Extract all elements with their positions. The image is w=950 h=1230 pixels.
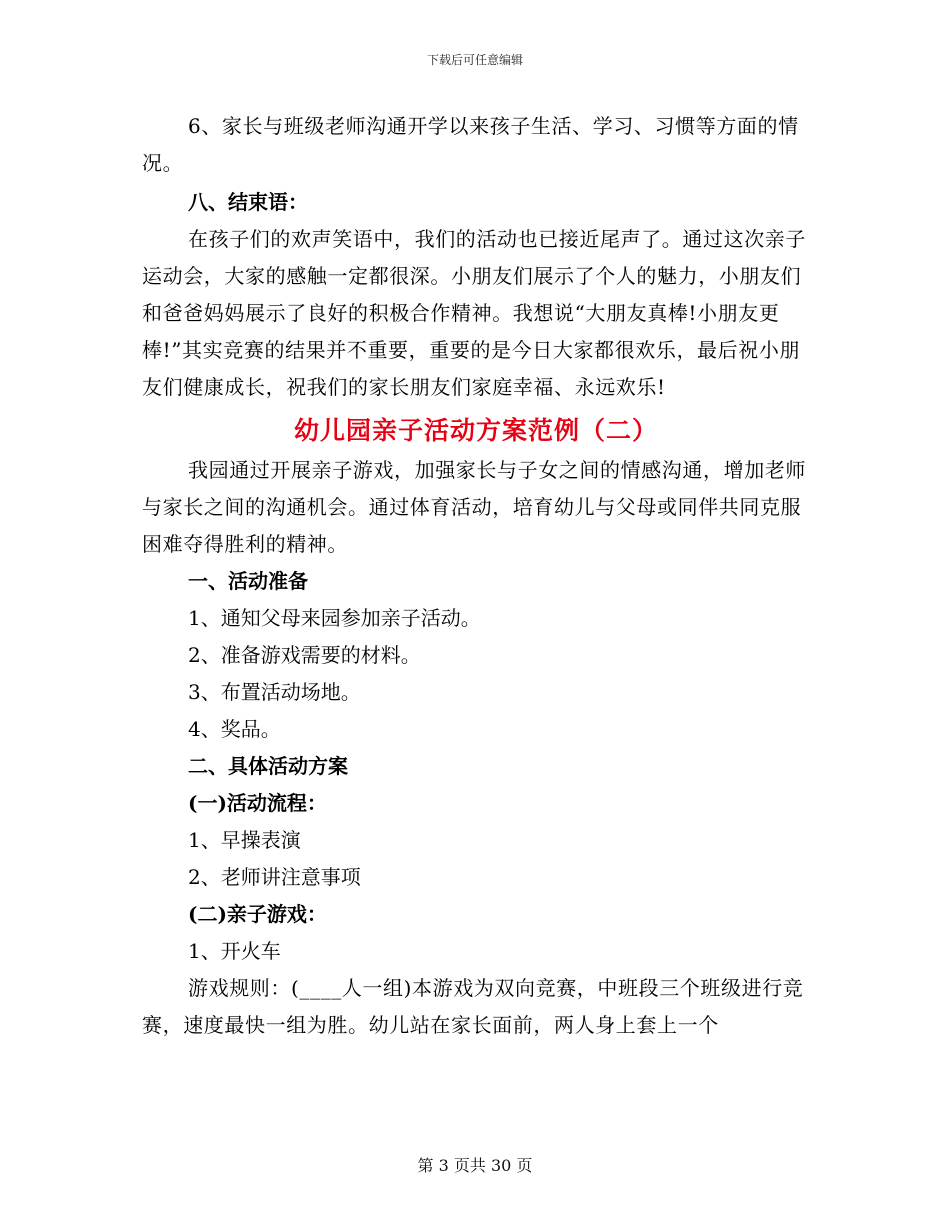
page-footer: 第 3 页共 30 页 [417, 1156, 533, 1175]
page-header: 下载后可任意编辑 [426, 53, 523, 67]
heading-preparation: 一、活动准备 [188, 569, 308, 593]
heading-ending: 八、结束语： [188, 190, 308, 214]
heading-flow: (一)活动流程： [188, 791, 327, 815]
section-title: 幼儿园亲子活动方案范例（二） [293, 416, 658, 445]
list-item: 3、布置活动场地。 [188, 680, 361, 704]
paragraph-ending: 在孩子们的欢声笑语中，我们的活动也已接近尾声了。通过这次亲子运动会，大家的感触一定都很深。小朋友们展示了个人的魅力，小朋友们和爸爸妈妈展示了良好的积极合作精神。我想说“大朋友真棒!小朋友更棒!”其实竞赛的结果并不重要，重要的是今日大家都很欢乐，最后祝小朋友们健康成长，祝我们的家长朋友们家庭幸福、永远欢乐! [142, 227, 806, 399]
heading-games: (二)亲子游戏： [188, 902, 327, 926]
paragraph-item-6: 6、家长与班级老师沟通开学以来孩子生活、学习、习惯等方面的情况。 [142, 114, 799, 175]
paragraph-rules: 游戏规则：(____人一组)本游戏为双向竞赛，中班段三个班级进行竞赛，速度最快一组为胜。幼儿站在家长面前，两人身上套上一个 [142, 976, 804, 1037]
list-item: 1、开火车 [188, 939, 281, 963]
list-item: 2、准备游戏需要的材料。 [188, 643, 421, 667]
list-item: 1、通知父母来园参加亲子活动。 [188, 606, 481, 630]
list-item: 4、奖品。 [188, 717, 281, 741]
list-item: 1、早操表演 [188, 828, 301, 852]
paragraph-intro: 我园通过开展亲子游戏，加强家长与子女之间的情感沟通，增加老师与家长之间的沟通机会。通过体育活动，培育幼儿与父母或同伴共同克服困难夺得胜利的精神。 [142, 458, 806, 556]
document-body [142, 108, 810, 1044]
list-item: 2、老师讲注意事项 [188, 865, 361, 889]
heading-plan: 二、具体活动方案 [188, 754, 348, 778]
